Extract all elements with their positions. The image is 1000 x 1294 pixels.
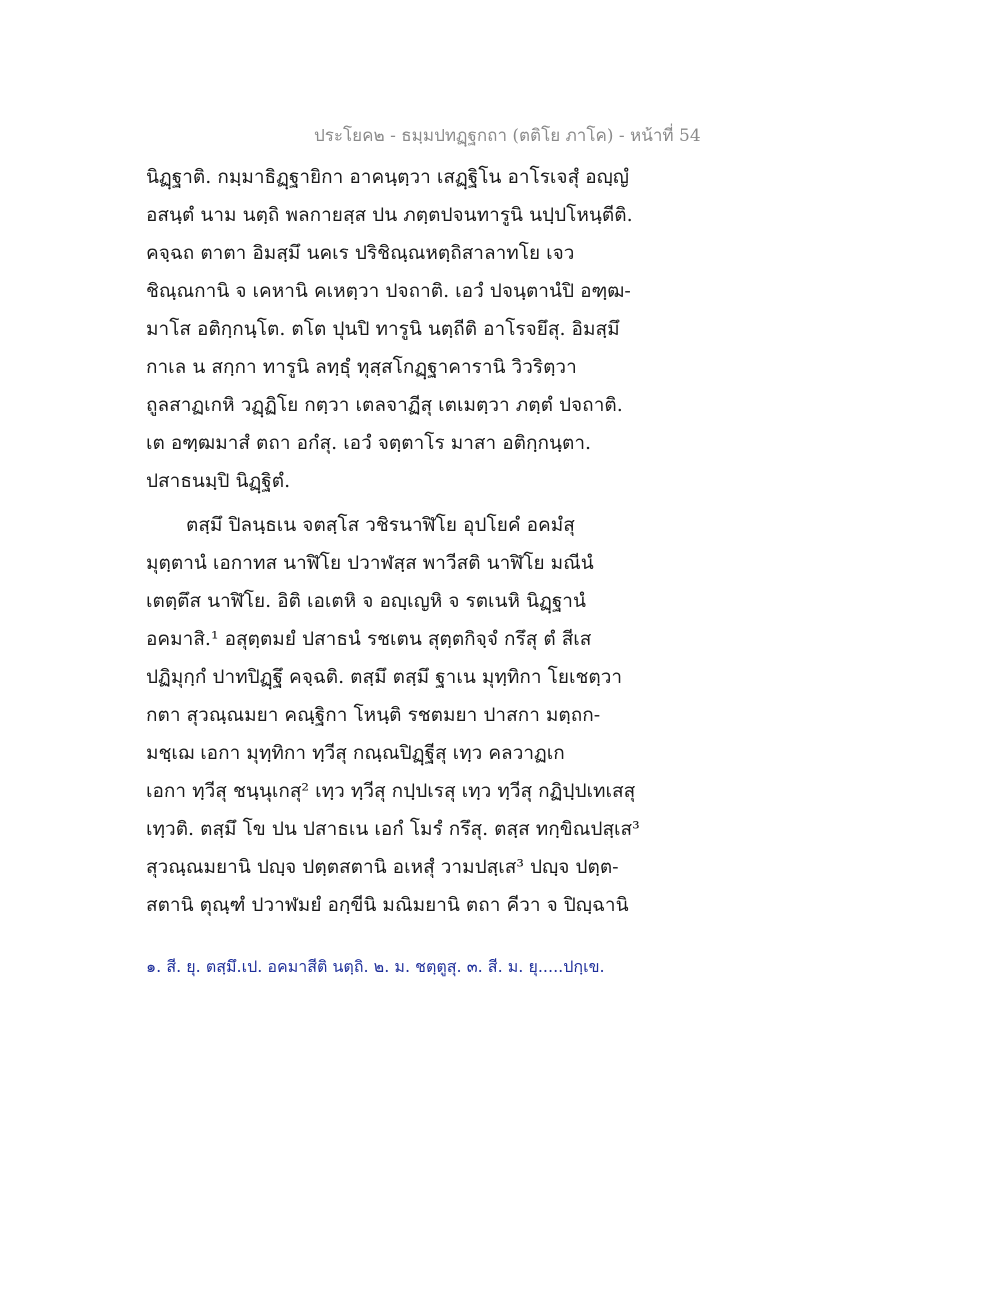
text-line: อคมาสิ.¹ อสุตฺตมยํ ปสาธนํ รชเตน สุตฺตกิจฺจํ กรึสุ ตํ สีเส <box>146 628 592 650</box>
paragraph-1 <box>146 158 686 500</box>
text-line: ชิณฺณกานิ จ เคหานิ คเหตฺวา ปจถาติ. เอวํ ปจนฺตานํปิ อฑฺฒ- <box>146 280 631 302</box>
text-line: ถูลสาฏเกหิ วฏฺฏิโย กตฺวา เตลจาฏีสุ เตเมตฺวา ภตฺตํ ปจถาติ. <box>146 394 623 416</box>
main-text <box>146 158 686 924</box>
text-line: เอกา ทฺวีสุ ชนฺนุเกสุ² เทฺว ทฺวีสุ กปฺปเรสุ เทฺว ทฺวีสุ กฏิปฺปเทเสสุ <box>146 780 636 802</box>
text-line: มาโส อติกฺกนฺโต. ตโต ปุนปิ ทารูนิ นตฺถีติ อาโรจยึสุ. อิมสฺมึ <box>146 318 620 340</box>
text-line: เทฺวติ. ตสฺมึ โข ปน ปสาธเน เอกํ โมรํ กรึสุ. ตสฺส ทกฺขิณปสฺเส³ <box>146 818 640 840</box>
footnote: ๑. สี. ยุ. ตสฺมึ.เป. อคมาสีติ นตฺถิ. ๒. ม. ชตฺตูสุ. ๓. สี. ม. ยุ.....ปกฺเข. <box>146 957 605 976</box>
text-line: มุตฺตานํ เอกาทส นาฬิโย ปวาฬสฺส พาวีสติ นาฬิโย มณีนํ <box>146 552 594 574</box>
text-line: ตสฺมึ ปิลนฺธเน จตสฺโส วชิรนาฬิโย อุปโยคํ อคมํสุ <box>186 514 575 536</box>
paragraph-2 <box>146 506 686 924</box>
text-line: สุวณฺณมยานิ ปญฺจ ปตฺตสตานิ อเหสุํ วามปสฺเส³ ปญฺจ ปตฺต- <box>146 856 619 878</box>
text-line: อสนฺตํ นาม นตฺถิ พลกายสฺส ปน ภตฺตปจนทารูนิ นปฺปโหนฺตีติ. <box>146 204 633 226</box>
text-line: คจฺฉถ ตาตา อิมสฺมึ นคเร ปริชิณฺณหตฺถิสาลาทโย เจว <box>146 242 575 264</box>
text-line: เต อฑฺฒมาสํ ตถา อกํสุ. เอวํ จตฺตาโร มาสา อติกฺกนฺตา. <box>146 432 592 454</box>
text-line: ปสาธนมฺปิ นิฏฺฐิตํ. <box>146 470 291 492</box>
text-line: เตตฺตึส นาฬิโย. อิติ เอเตหิ จ อญฺเญหิ จ รตเนหิ นิฏฺฐานํ <box>146 590 586 612</box>
text-line: ปฏิมุกฺกํ ปาทปิฏฺฐึ คจฺฉติ. ตสฺมึ ตสฺมึ ฐาเน มุทฺทิกา โยเชตฺวา <box>146 666 623 688</box>
text-line: มชฺเฌ เอกา มุทฺทิกา ทฺวีสุ กณฺณปิฏฺฐีสุ เทฺว คลวาฏเก <box>146 742 565 764</box>
text-line: นิฏฺฐาติ. กมฺมาธิฏฺฐายิกา อาคนฺตฺวา เสฏฺฐิโน อาโรเจสุํ อญฺญํ <box>146 166 629 188</box>
text-line: กตา สุวณฺณมยา คณฺฐิกา โหนฺติ รชตมยา ปาสกา มตฺถก- <box>146 704 601 726</box>
text-line: สตานิ ตุณฺฑํ ปวาฬมยํ อกฺขีนิ มณิมยานิ ตถา คีวา จ ปิญฺฉานิ <box>146 894 629 916</box>
text-line: กาเล น สกฺกา ทารูนิ ลทฺธุํ ทุสฺสโกฏฺฐาคารานิ วิวริตฺวา <box>146 356 577 378</box>
running-head: ประโยค๒ - ธมฺมปทฏฺฐกถา (ตติโย ภาโค) - หน้าที่ 54 <box>314 126 701 146</box>
